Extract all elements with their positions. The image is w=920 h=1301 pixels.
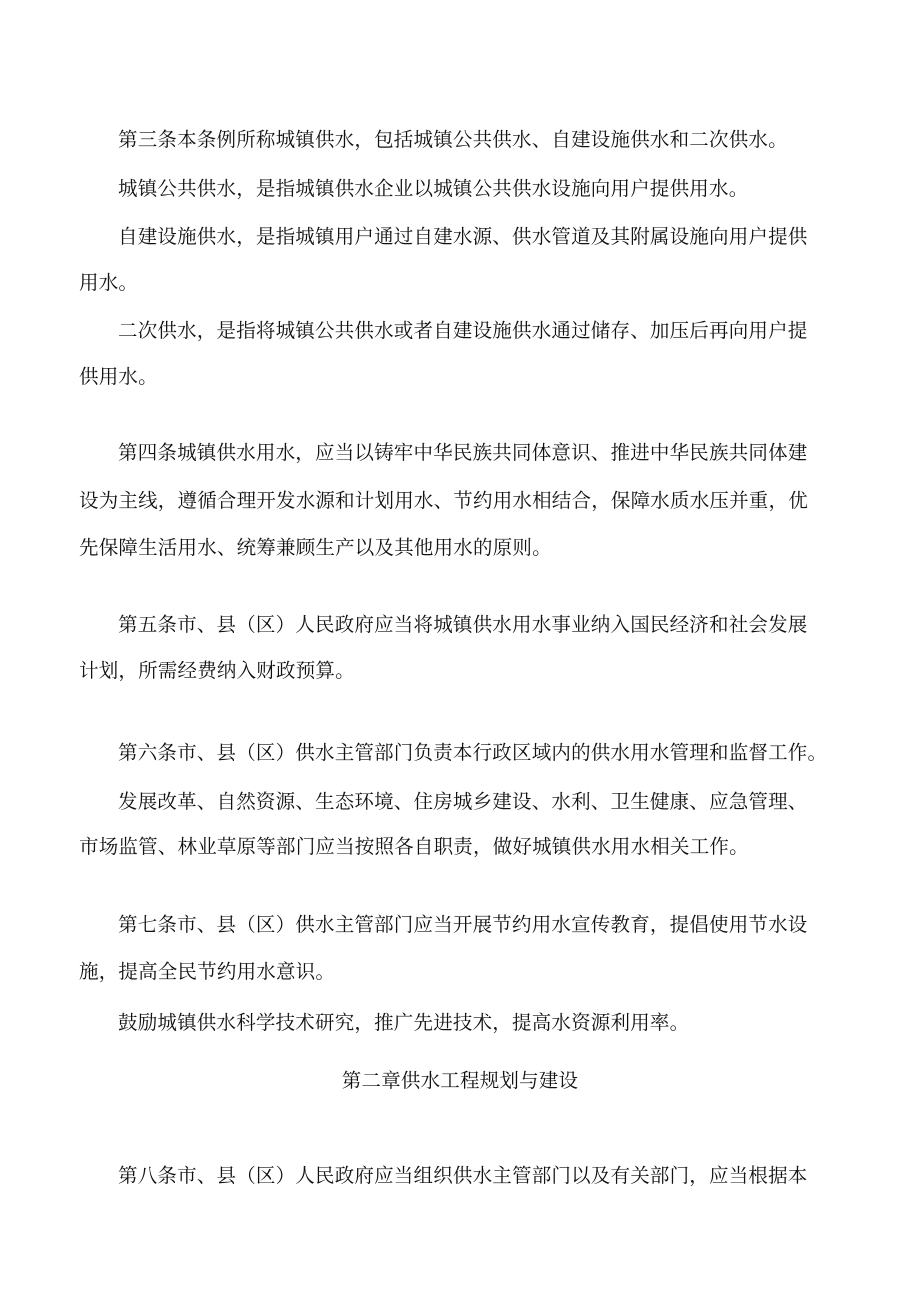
article-4-line-2: 设为主线，遵循合理开发水源和计划用水、节约用水相结合，保障水质水压并重，优: [79, 489, 808, 512]
article-6-line-3: 市场监管、林业草原等部门应当按照各自职责，做好城镇供水用水相关工作。: [79, 835, 749, 858]
article-4-line-3: 先保障生活用水、统筹兼顾生产以及其他用水的原则。: [79, 536, 552, 559]
article-3-public-supply: 城镇公共供水，是指城镇供水企业以城镇公共供水设施向用户提供用水。: [118, 177, 749, 200]
chapter-2-heading: 第二章供水工程规划与建设: [341, 1069, 579, 1092]
article-8-line-1: 第八条市、县（区）人民政府应当组织供水主管部门以及有关部门，应当根据本: [118, 1164, 808, 1187]
article-7-line-1: 第七条市、县（区）供水主管部门应当开展节约用水宣传教育，提倡使用节水设: [118, 913, 808, 936]
article-5-line-2: 计划，所需经费纳入财政预算。: [79, 659, 355, 682]
article-5-line-1: 第五条市、县（区）人民政府应当将城镇供水用水事业纳入国民经济和社会发展: [118, 613, 808, 636]
article-4-line-1: 第四条城镇供水用水，应当以铸牢中华民族共同体意识、推进中华民族共同体建: [118, 441, 808, 464]
article-6-line-2: 发展改革、自然资源、生态环境、住房城乡建设、水利、卫生健康、应急管理、: [118, 790, 808, 813]
article-7-line-3: 鼓励城镇供水科学技术研究，推广先进技术，提高水资源利用率。: [118, 1011, 690, 1034]
article-3-self-built-line-2: 用水。: [79, 271, 139, 294]
article-7-line-2: 施，提高全民节约用水意识。: [79, 960, 336, 983]
article-3-secondary-line-2: 供用水。: [79, 365, 158, 388]
article-3-secondary-line-1: 二次供水，是指将城镇公共供水或者自建设施供水通过储存、加压后再向用户提: [118, 319, 808, 342]
article-6-line-1: 第六条市、县（区）供水主管部门负责本行政区域内的供水用水管理和监督工作。: [118, 741, 828, 764]
article-3-line-1: 第三条本条例所称城镇供水，包括城镇公共供水、自建设施供水和二次供水。: [118, 128, 788, 151]
article-3-self-built-line-1: 自建设施供水，是指城镇用户通过自建水源、供水管道及其附属设施向用户提供: [118, 225, 808, 248]
